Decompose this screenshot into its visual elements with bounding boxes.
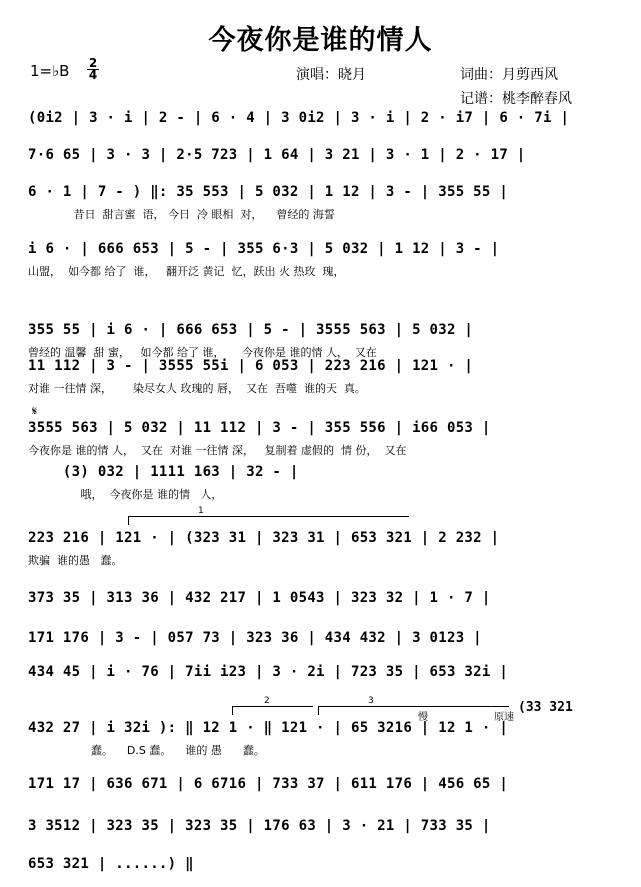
notation-line: 171 17 | 636 671 | 6 6716 | 733 37 | 611 176 | 456 65 | (28, 776, 509, 792)
ending-intro-notes: (33 321 (518, 700, 573, 715)
lyric-line: 欺骗 谁的愚 蠢。 (28, 554, 123, 567)
volta-number-2: 2 (264, 696, 270, 706)
key-signature: 1=♭B (30, 62, 70, 80)
notation-line: 3 3512 | 323 35 | 323 35 | 176 63 | 3 · 21 | 733 35 | (28, 818, 491, 834)
lyric-line: 昔日 甜言蜜 语， 今日 冷 眼相 对， 曾经的 海誓 (28, 208, 335, 221)
notation-line: 11 112 | 3 - | 3555 55i | 6 053 | 223 216 | 121 · | (28, 358, 474, 374)
volta-bracket-2 (232, 706, 313, 715)
notation-line: (3) 032 | 1111 163 | 32 - | (28, 464, 299, 480)
singer-credit: 演唱：晓月 (296, 67, 366, 83)
notation-line: (0i2 | 3 · i | 2 - | 6 · 4 | 3 0i2 | 3 · i | 2 · i7 | 6 · 7i | (28, 110, 570, 126)
lyric-line: 山盟， 如今都 给了 谁， 翻开泛 黄记 忆，跃出 火 热玫 瑰， (28, 265, 345, 278)
notation-line: 355 55 | i 6 · | 666 653 | 5 - | 3555 563 | 5 032 | (28, 322, 474, 338)
notation-line: 171 176 | 3 - | 057 73 | 323 36 | 434 432 | 3 0123 | (28, 630, 482, 646)
time-signature: 2 4 (88, 56, 98, 82)
notation-line: i 6 · | 666 653 | 5 - | 355 6·3 | 5 032 | 1 12 | 3 - | (28, 241, 500, 257)
notation-line: 432 27 | i 32i ): ‖ 12 1 · ‖ 121 · | 65 3216 | 12 1 · | (28, 720, 509, 736)
lyric-line: 哦， 今夜你是 谁的情 人， (28, 488, 223, 501)
segno-mark: 𝄋 (32, 404, 38, 418)
notation-line: 223 216 | 121 · | (323 31 | 323 31 | 653 321 | 2 232 | (28, 530, 500, 546)
notation-line: 653 321 | ......) ‖ (28, 856, 194, 872)
tempo-mark-slow: 慢 (418, 712, 428, 723)
volta-number-3: 3 (368, 696, 374, 706)
notation-line: 434 45 | i · 76 | 7ii i23 | 3 · 2i | 723 35 | 653 32i | (28, 664, 509, 680)
notation-line: 3555 563 | 5 032 | 11 112 | 3 - | 355 556 | i66 053 | (28, 420, 491, 436)
lyric-line: 曾经的 温馨 甜 蜜， 如今都 给了 谁， 今夜你是 谁的情 人， 又在 (28, 346, 377, 359)
song-title: 今夜你是谁的情人 (208, 25, 433, 56)
notation-line: 373 35 | 313 36 | 432 217 | 1 0543 | 323 32 | 1 · 7 | (28, 590, 491, 606)
transcriber-credit: 记谱：桃李醉春风 (460, 91, 572, 107)
notation-line: 7·6 65 | 3 · 3 | 2·5 723 | 1 64 | 3 21 | 3 · 1 | 2 · 17 | (28, 147, 526, 163)
lyric-line: 蠢。 D.S 蠢。 谁的 愚 蠢。 (28, 744, 265, 757)
notation-line: 6 · 1 | 7 - ) ‖: 35 553 | 5 032 | 1 12 | 3 - | 355 55 | (28, 184, 509, 200)
lyric-line: 今夜你是 谁的情 人， 又在 对谁 一往情 深， 复制着 虚假的 情 份， 又在 (28, 444, 407, 457)
volta-bracket-1 (128, 516, 409, 525)
lyric-line: 对谁 一往情 深， 染尽女人 玫瑰的 唇， 又在 吾噬 谁的天 真。 (28, 382, 366, 395)
volta-number-1: 1 (198, 506, 204, 516)
lyricist-credit: 词曲：月剪西风 (460, 67, 558, 83)
volta-bracket-3 (318, 706, 509, 715)
tempo-mark-original: 原速 (494, 712, 514, 723)
